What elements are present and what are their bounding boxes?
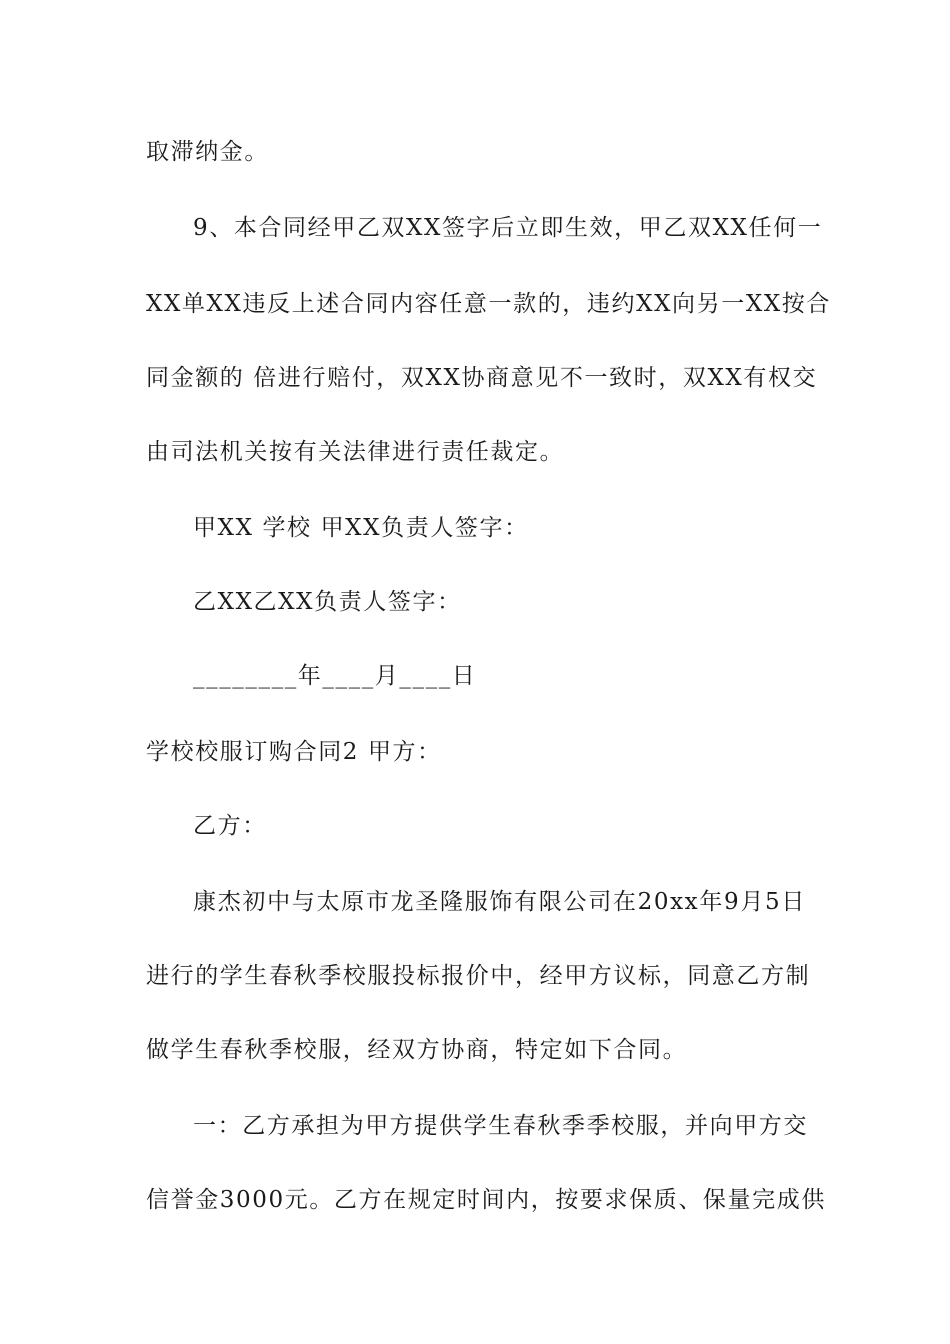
contract-2-title: 学校校服订购合同2 甲方： bbox=[146, 739, 442, 765]
intro-line-3: 做学生春秋季校服，经双方协商，特定如下合同。 bbox=[146, 1037, 688, 1063]
clause-9-line-1: 9、本合同经甲乙双XX签字后立即生效，甲乙双XX任何一 bbox=[193, 215, 823, 241]
clause-9-line-4: 由司法机关按有关法律进行责任裁定。 bbox=[146, 439, 565, 465]
party-b-label: 乙方： bbox=[193, 813, 267, 839]
party-a-signature-line: 甲XX 学校 甲XX负责人签字： bbox=[193, 515, 529, 541]
paragraph-line-penalty-end: 取滞纳金。 bbox=[146, 139, 269, 165]
clause-9-line-2: XX单XX违反上述合同内容任意一款的，违约XX向另一XX按合 bbox=[146, 291, 831, 317]
party-b-signature-line: 乙XX乙XX负责人签字： bbox=[193, 589, 462, 615]
clause-1-line-1: 一：乙方承担为甲方提供学生春秋季季校服，并向甲方交 bbox=[193, 1113, 808, 1139]
intro-line-1: 康杰初中与太原市龙圣隆服饰有限公司在20xx年9月5日 bbox=[193, 889, 806, 915]
date-line: ________年____月____日 bbox=[193, 663, 477, 689]
intro-line-2: 进行的学生春秋季校服投标报价中，经甲方议标，同意乙方制 bbox=[146, 963, 811, 989]
clause-9-line-3: 同金额的 倍进行赔付，双XX协商意见不一致时，双XX有权交 bbox=[146, 365, 818, 391]
clause-1-line-2: 信誉金3000元。乙方在规定时间内，按要求保质、保量完成供 bbox=[146, 1187, 826, 1213]
